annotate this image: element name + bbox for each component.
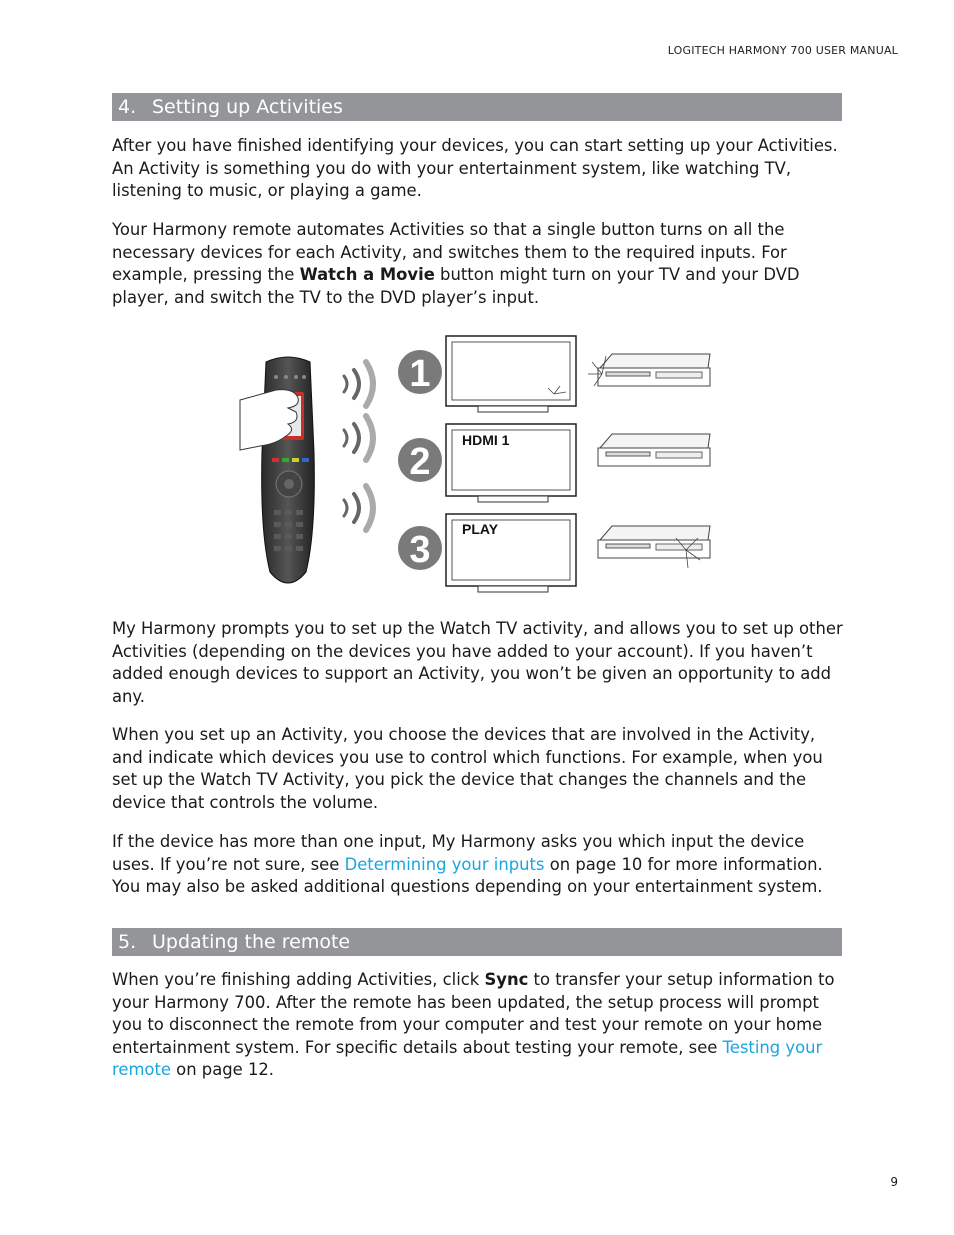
watch-a-movie-label: Watch a Movie — [299, 265, 435, 285]
sync-label: Sync — [484, 970, 529, 989]
tv-screen-2 — [446, 424, 576, 502]
paragraph-text: When you’re finishing adding Activities, click — [112, 970, 485, 989]
svg-text:2: 2 — [409, 441, 431, 483]
section-heading-setting-up-activities — [112, 93, 842, 121]
paragraph-text: Your Harmony remote automates Activities so that a single button turns on all the necessary devices for each Activity, and switches them to the required inputs. For example, pressing the — [112, 220, 787, 285]
section-title: Updating the remote — [152, 931, 351, 953]
section-heading-updating-remote — [112, 928, 842, 956]
svg-text:3: 3 — [409, 529, 431, 571]
dvd-player-1 — [588, 354, 710, 386]
paragraph-intro: After you have finished identifying your devices, you can start setting up your Activities. An Activity is something you do with your entertainment system, like watching TV, listening to music, or playing a game. — [112, 136, 838, 201]
paragraph-inputs — [112, 831, 847, 899]
tv-input-label: HDMI 1 — [462, 432, 510, 448]
dvd-player-3 — [598, 526, 710, 568]
step-badge-1 — [398, 350, 442, 395]
tv-screen-3 — [446, 514, 576, 592]
paragraph-automation — [112, 219, 847, 309]
testing-remote-link[interactable]: Testing your remote — [112, 1037, 823, 1080]
section-title: Setting up Activities — [152, 96, 343, 118]
tv-screen-1 — [446, 336, 576, 412]
paragraph-text: button might turn on your TV and your DVD player, and switch the TV to the DVD player’s input. — [112, 265, 800, 307]
signal-waves-icon — [344, 362, 373, 530]
activity-illustration — [236, 332, 726, 602]
paragraph-prompts: My Harmony prompts you to set up the Watch TV activity, and allows you to set up other Activities (depending on the devices you have added to your account). If you haven’t added enough devices to support an Activity, you won’t be given an opportunity to add any. — [112, 619, 843, 706]
determining-inputs-link[interactable]: Determining your inputs — [344, 854, 545, 874]
paragraph-choose-devices: When you set up an Activity, you choose the devices that are involved in the Activity, and indicate which devices you use to control which functions. For example, when you set up the Watch TV Activity, you pick the device that changes the channels and the device that controls the volume. — [112, 725, 823, 812]
paragraph-text: If the device has more than one input, My Harmony asks you which input the device uses. If you’re not sure, see — [112, 832, 805, 874]
running-header: LOGITECH HARMONY 700 USER MANUAL — [667, 44, 898, 57]
page-number: 9 — [890, 1175, 898, 1189]
paragraph-text: on page 10 for more information. You may also be asked additional questions depending on your entertainment system. — [112, 854, 823, 897]
step-badge-2 — [398, 438, 442, 483]
step-badge-3 — [398, 526, 442, 571]
paragraph-text: to transfer your setup information to your Harmony 700. After the remote has been updated, the setup process will prompt you to disconnect the remote from your computer and test your remote on your home entertainment system. For specific details about testing your remote, see — [112, 970, 835, 1057]
paragraph-sync — [112, 969, 847, 1082]
tv-command-label: PLAY — [462, 521, 499, 537]
section-number: 4. — [118, 96, 137, 118]
paragraph-text: on page 12. — [170, 1060, 275, 1080]
svg-text:1: 1 — [409, 353, 431, 395]
section-number: 5. — [118, 931, 137, 953]
dvd-player-2 — [598, 434, 710, 466]
